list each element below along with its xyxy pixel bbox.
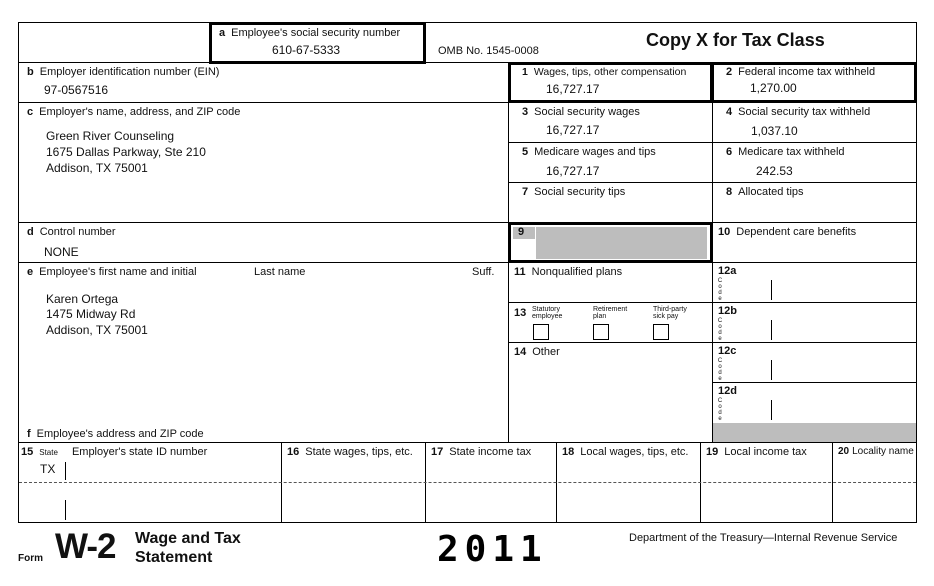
box-12b-label: 12b bbox=[718, 305, 737, 317]
box-12d-divider bbox=[771, 400, 772, 420]
box-b-label: b Employer identification number (EIN) bbox=[27, 66, 220, 78]
box-8-label: 8 Allocated tips bbox=[726, 186, 804, 198]
federal-tax-value[interactable]: 1,270.00 bbox=[750, 81, 797, 95]
statutory-employee-checkbox[interactable] bbox=[533, 324, 549, 340]
state-value[interactable]: TX bbox=[40, 462, 56, 476]
thirdparty-label: Third-party sick pay bbox=[653, 306, 687, 320]
form-title bbox=[135, 529, 241, 567]
form-number: W-2 bbox=[55, 527, 116, 566]
employee-name[interactable]: Karen Ortega bbox=[46, 292, 119, 306]
form-bottom-border bbox=[18, 522, 917, 523]
retirement-plan-checkbox[interactable] bbox=[593, 324, 609, 340]
employer-city[interactable]: Addison, TX 75001 bbox=[46, 161, 148, 175]
row-line bbox=[712, 382, 917, 383]
box-12a-label: 12a bbox=[718, 265, 737, 277]
ssn-value[interactable]: 610-67-5333 bbox=[272, 43, 341, 57]
box-11-label: 11 Nonqualified plans bbox=[514, 266, 623, 278]
form-word: Form bbox=[18, 553, 43, 564]
employer-name[interactable]: Green River Counseling bbox=[46, 129, 175, 143]
box-3-label: 3 Social security wages bbox=[522, 106, 640, 118]
box-e-label: e Employee's first name and initial bbox=[27, 266, 197, 278]
retirement-label: Retirement plan bbox=[593, 306, 628, 320]
box-12d-code-label: Code bbox=[717, 398, 723, 422]
box-12c-divider bbox=[771, 360, 772, 380]
box-a-label: a Employee's social security number bbox=[219, 27, 401, 39]
box-20-label: 20 Locality name bbox=[838, 446, 914, 457]
ss-wages-value[interactable]: 16,727.17 bbox=[546, 123, 600, 137]
box-17-label: 17 State income tax bbox=[431, 446, 532, 458]
box-12b-divider bbox=[771, 320, 772, 340]
medicare-wages-value[interactable]: 16,727.17 bbox=[546, 164, 600, 178]
box-c-label: c Employer's name, address, and ZIP code bbox=[27, 106, 241, 118]
box-12c-label: 12c bbox=[718, 345, 737, 357]
box-6-label: 6 Medicare tax withheld bbox=[726, 146, 845, 158]
row-line bbox=[18, 222, 508, 223]
suffix-label: Suff. bbox=[472, 266, 495, 278]
medicare-tax-value[interactable]: 242.53 bbox=[756, 164, 793, 178]
statutory-label: Statutory employee bbox=[532, 306, 563, 320]
state-id-divider bbox=[65, 462, 66, 480]
employee-address[interactable]: 1475 Midway Rd bbox=[46, 307, 136, 321]
box-19-label: 19 Local income tax bbox=[706, 446, 807, 458]
box-9-label: 9 bbox=[518, 226, 525, 238]
box-d-label: d Control number bbox=[27, 226, 116, 238]
box-18-label: 18 Local wages, tips, etc. bbox=[562, 446, 689, 458]
row-line bbox=[18, 442, 917, 443]
employer-address[interactable]: 1675 Dallas Parkway, Ste 210 bbox=[46, 145, 206, 159]
form-top-border bbox=[18, 22, 917, 23]
box-13-label: 13 bbox=[514, 307, 527, 319]
form-title-line1: Wage and Tax bbox=[135, 530, 241, 547]
employee-city[interactable]: Addison, TX 75001 bbox=[46, 323, 148, 337]
box-12a-code-label: Code bbox=[717, 278, 723, 302]
box-12b-code-label: Code bbox=[717, 318, 723, 342]
form-title-line2: Statement bbox=[135, 549, 213, 566]
box-9-shaded bbox=[536, 227, 707, 259]
last-name-label: Last name bbox=[254, 266, 306, 278]
box-5-label: 5 Medicare wages and tips bbox=[522, 146, 656, 158]
row-line bbox=[18, 102, 508, 103]
thirdparty-sick-pay-checkbox[interactable] bbox=[653, 324, 669, 340]
form-left-border bbox=[18, 22, 19, 523]
box-1-label: 1 Wages, tips, other compensation bbox=[522, 66, 687, 78]
state-row-divider bbox=[19, 482, 916, 483]
shaded-area bbox=[713, 423, 916, 442]
ss-tax-value[interactable]: 1,037.10 bbox=[751, 124, 798, 138]
box-14-label: 14 Other bbox=[514, 346, 560, 358]
box-12c-code-label: Code bbox=[717, 358, 723, 382]
box-16-label: 16 State wages, tips, etc. bbox=[287, 446, 413, 458]
copy-title: Copy X for Tax Class bbox=[646, 30, 825, 50]
state-id-divider bbox=[65, 500, 66, 520]
box-15-label: 15 State Employer's state ID number bbox=[21, 446, 208, 458]
box-10-label: 10 Dependent care benefits bbox=[718, 226, 857, 238]
department-text: Department of the Treasury—Internal Revenue Service bbox=[629, 532, 898, 544]
wages-value[interactable]: 16,727.17 bbox=[546, 82, 600, 96]
ein-value[interactable]: 97-0567516 bbox=[44, 83, 109, 97]
box-12a-divider bbox=[771, 280, 772, 300]
box-2-label: 2 Federal income tax withheld bbox=[726, 66, 876, 78]
omb-number: OMB No. 1545-0008 bbox=[438, 45, 539, 57]
box-f-label: f Employee's address and ZIP code bbox=[27, 428, 204, 440]
box-4-label: 4 Social security tax withheld bbox=[726, 106, 871, 118]
row-line bbox=[18, 262, 508, 263]
control-number-value[interactable]: NONE bbox=[44, 245, 79, 259]
tax-year: 2011 bbox=[437, 529, 548, 570]
box-7-label: 7 Social security tips bbox=[522, 186, 626, 198]
box-12d-label: 12d bbox=[718, 385, 737, 397]
